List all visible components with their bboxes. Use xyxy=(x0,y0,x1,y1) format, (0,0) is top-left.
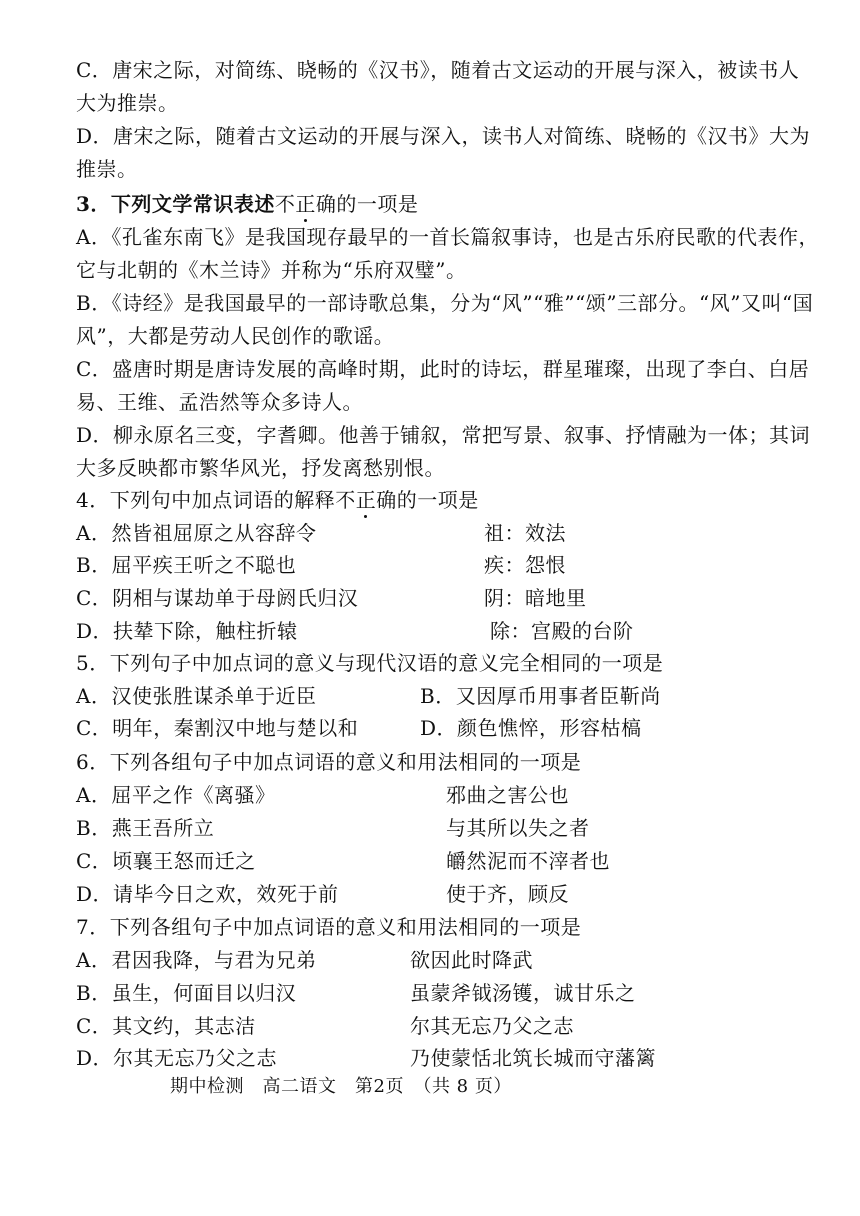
q5-stem: 5．下列句子中加点词的意义与现代汉语的意义完全相同的一项是 xyxy=(76,651,664,675)
q3-option-a-line2: 它与北朝的《木兰诗》并称为“乐府双璧”。 xyxy=(76,258,467,282)
q4-option-b-gloss: 疾：怨恨 xyxy=(484,553,566,577)
q4-option-c-gloss: 阴：暗地里 xyxy=(484,586,587,610)
q2-option-c-line2: 大为推崇。 xyxy=(76,91,179,115)
q7-option-a-right: 欲因此时降武 xyxy=(410,948,533,972)
q6-stem: 6．下列各组句子中加点词语的意义和用法相同的一项是 xyxy=(76,750,582,774)
q3-option-d-line2: 大多反映都市繁华风光，抒发离愁别恨。 xyxy=(76,456,445,480)
q5-option-b: B．又因厚币用事者臣靳尚 xyxy=(420,684,661,708)
q4-option-c-text: C．阴相与谋劫单于母阏氏归汉 xyxy=(76,586,359,610)
q3-option-c-line1: C．盛唐时期是唐诗发展的高峰时期，此时的诗坛，群星璀璨，出现了李白、白居 xyxy=(76,357,810,381)
q2-option-d-line2: 推崇。 xyxy=(76,157,138,181)
q4-option-d-gloss: 除：宫殿的台阶 xyxy=(490,619,634,643)
q5-option-d: D．颜色憔悴，形容枯槁 xyxy=(420,716,642,740)
q7-stem: 7．下列各组句子中加点词语的意义和用法相同的一项是 xyxy=(76,915,582,939)
q4-option-d-text: D．扶辇下除，触柱折辕 xyxy=(76,619,298,643)
q2-option-c-line1: C．唐宋之际，对简练、晓畅的《汉书》，随着古文运动的开展与深入，被读书人 xyxy=(76,58,800,82)
q7-option-b-right: 虽蒙斧钺汤镬，诚甘乐之 xyxy=(410,981,636,1005)
q4-option-b-text: B．屈平疾王听之不聪也 xyxy=(76,553,297,577)
q3-stem xyxy=(76,192,418,216)
q7-option-a-left: A．君因我降，与君为兄弟 xyxy=(76,948,317,972)
q7-option-b-left: B．虽生，何面目以归汉 xyxy=(76,981,297,1005)
q3-option-d-line1: D．柳永原名三变，字耆卿。他善于铺叙，常把写景、叙事、抒情融为一体；其词 xyxy=(76,423,811,447)
q7-option-d-right: 乃使蒙恬北筑长城而守藩篱 xyxy=(410,1046,656,1070)
q7-option-c-left: C．其文约，其志洁 xyxy=(76,1014,256,1038)
q4-option-a-gloss: 祖：效法 xyxy=(484,521,566,545)
q4-stem-emphasis: 不正确 xyxy=(335,488,397,512)
q7-option-c-right: 尔其无忘乃父之志 xyxy=(410,1014,574,1038)
q6-option-b-left: B．燕王吾所立 xyxy=(76,816,215,840)
q3-option-c-line2: 易、王维、孟浩然等众多诗人。 xyxy=(76,390,363,414)
q6-option-d-left: D．请毕今日之欢，效死于前 xyxy=(76,882,339,906)
q3-stem-a: 3．下列文学常识表述 xyxy=(76,192,275,216)
q4-stem-a: 4．下列句中加点词语的解释 xyxy=(76,488,336,512)
q6-option-b-right: 与其所以失之者 xyxy=(446,816,590,840)
page-footer: 期中检测 高二语文 第2页 （共 8 页） xyxy=(170,1076,512,1097)
q6-option-a-right: 邪曲之害公也 xyxy=(446,783,569,807)
q3-stem-b: 的一项是 xyxy=(336,192,419,216)
q3-option-b-line2: 风”，大都是劳动人民创作的歌谣。 xyxy=(76,324,395,348)
q6-option-d-right: 使于齐，顾反 xyxy=(446,882,569,906)
q4-stem-b: 的一项是 xyxy=(396,488,479,512)
q3-option-a-line1: A．《孔雀东南飞》是我国现存最早的一首长篇叙事诗，也是古乐府民歌的代表作， xyxy=(76,225,819,249)
q6-option-c-left: C．顷襄王怒而迁之 xyxy=(76,849,256,873)
q3-option-b-line1: B．《诗经》是我国最早的一部诗歌总集，分为“风”“雅”“颂”三部分。“风”又叫“国 xyxy=(76,291,814,315)
q7-option-d-left: D．尔其无忘乃父之志 xyxy=(76,1046,278,1070)
q5-option-a: A．汉使张胜谋杀单于近臣 xyxy=(76,684,317,708)
q6-option-a-left: A．屈平之作《离骚》 xyxy=(76,783,276,807)
q2-option-d-line1: D．唐宋之际，随着古文运动的开展与深入，读书人对简练、晓畅的《汉书》大为 xyxy=(76,124,811,148)
q4-option-a-text: A．然皆祖屈原之从容辞令 xyxy=(76,521,317,545)
q3-stem-emphasis: 不正确 xyxy=(274,192,337,216)
q6-option-c-right: 皭然泥而不滓者也 xyxy=(446,849,610,873)
q5-option-c: C．明年，秦割汉中地与楚以和 xyxy=(76,716,359,740)
q4-stem xyxy=(76,488,479,512)
